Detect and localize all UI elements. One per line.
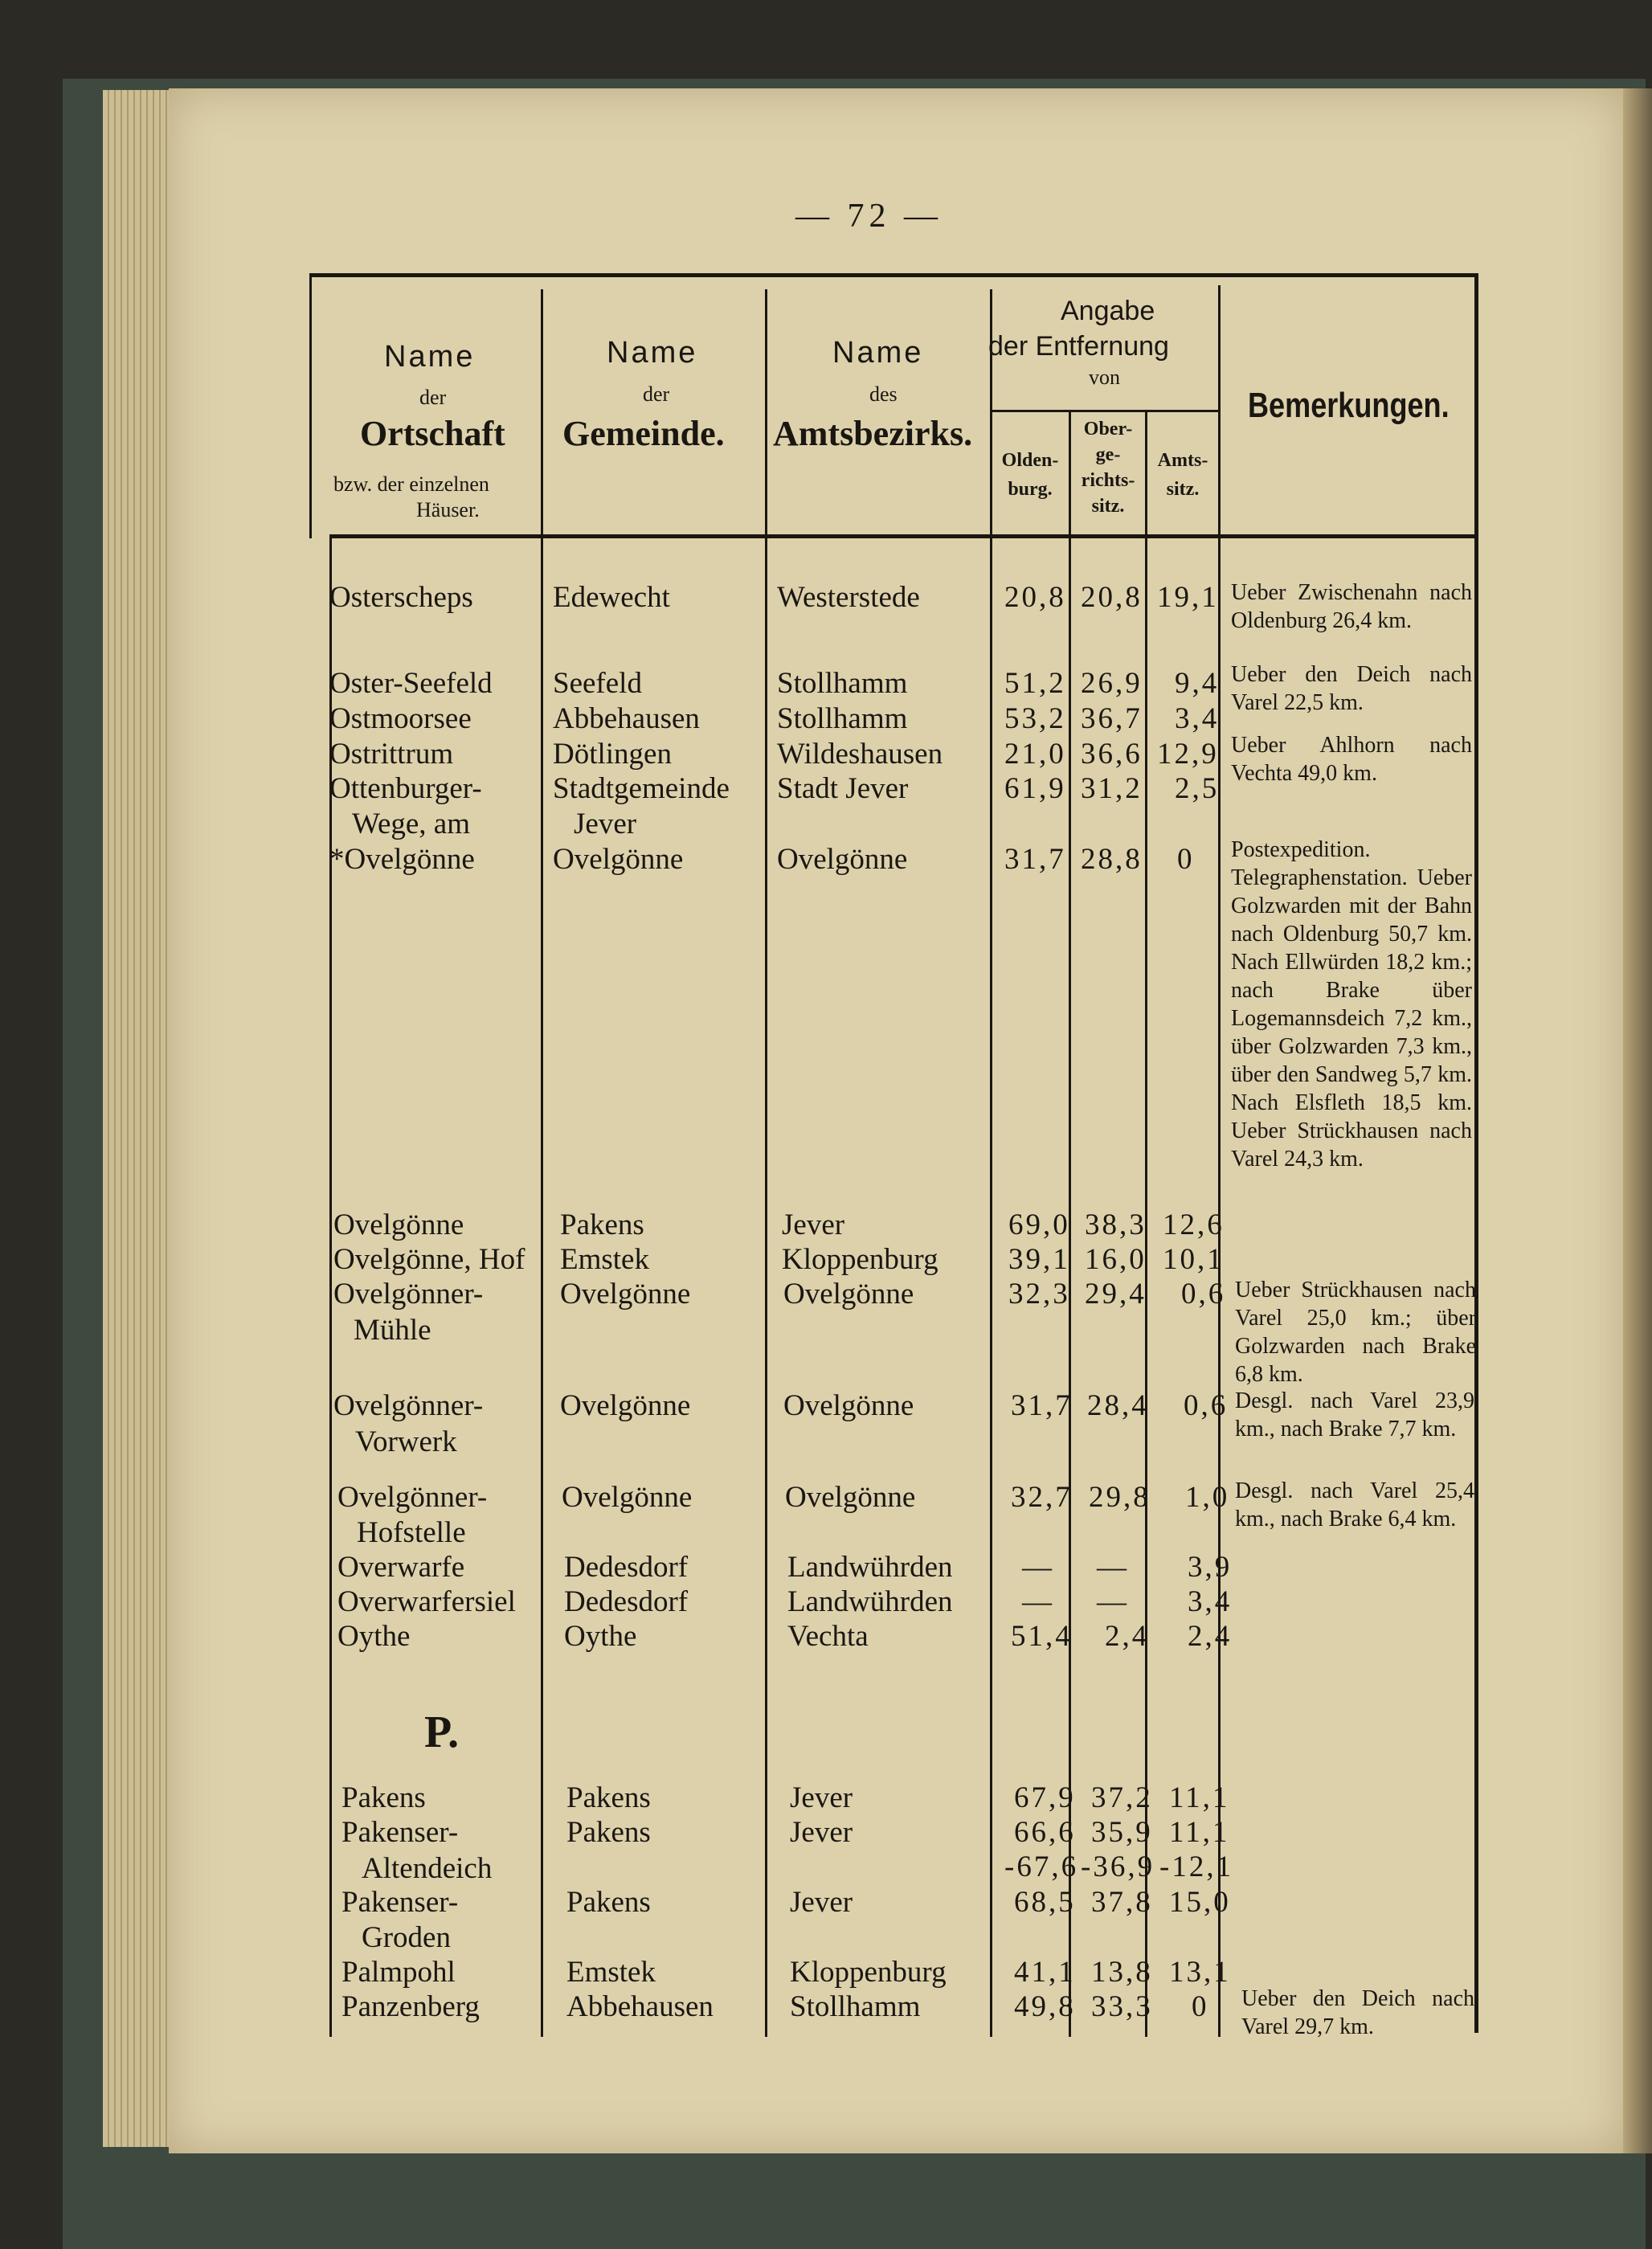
- row-old: 51,4: [1011, 1620, 1073, 1653]
- row-ort: Palmpohl: [341, 1956, 456, 1989]
- row-ort: Oythe: [337, 1620, 411, 1653]
- row-gem: Abbehausen: [566, 1990, 714, 2023]
- row-old: 51,2: [1004, 667, 1066, 700]
- col-rule-2: [765, 289, 767, 2037]
- row-gem: Emstek: [566, 1956, 656, 1989]
- header-entf-der: der Entfernung: [988, 331, 1169, 362]
- row-gem: Abbehausen: [553, 702, 700, 735]
- row-as: 0,6: [1181, 1278, 1226, 1311]
- row-og: 28,4: [1087, 1389, 1149, 1422]
- row-amt: Kloppenburg: [782, 1243, 938, 1276]
- remark-panzenberg: Ueber den Deich nach Varel 29,7 km.: [1241, 1986, 1474, 2039]
- header-amt-name: Name: [832, 336, 924, 370]
- row-as: 2,4: [1188, 1620, 1233, 1653]
- row-old: 39,1: [1008, 1243, 1070, 1276]
- col-rule-6: [1218, 285, 1221, 2037]
- row-gem: Ovelgönne: [553, 843, 684, 876]
- col-rule-3: [990, 289, 992, 2037]
- row-as: 0: [1177, 843, 1195, 876]
- row-amt: Ovelgönne: [777, 843, 908, 876]
- row-gem: Emstek: [560, 1243, 649, 1276]
- row-gem: Dedesdorf: [564, 1551, 689, 1584]
- row-gem-cont: Jever: [574, 808, 637, 840]
- row-ort: Ovelgönne: [333, 1208, 464, 1241]
- row-ort: Ottenburger-: [329, 772, 482, 805]
- sub-oldenburg-l2: burg.: [1008, 479, 1053, 500]
- header-amt-des: des: [869, 382, 898, 406]
- row-amt: Jever: [782, 1208, 845, 1241]
- sub-header-rule: [990, 410, 1218, 412]
- row-og: 28,8: [1081, 843, 1143, 876]
- remark-oster-seefeld: Ueber den Deich nach Varel 22,5 km.: [1231, 662, 1472, 715]
- row-old: 31,7: [1011, 1389, 1073, 1422]
- header-ortschaft-name: Name: [384, 340, 476, 374]
- row-amt: Ovelgönne: [783, 1389, 914, 1422]
- sub-amts-l2: sitz.: [1166, 479, 1200, 500]
- sub-ober-l4: sitz.: [1091, 496, 1125, 517]
- row-gem: Pakens: [566, 1886, 651, 1919]
- header-amt-title: Amtsbezirks.: [773, 414, 973, 453]
- row-ort-cont: Mühle: [354, 1314, 431, 1347]
- row-ort: Ovelgönne, Hof: [333, 1243, 525, 1276]
- row-og: 36,7: [1081, 702, 1143, 735]
- row-amt: Landwührden: [787, 1551, 953, 1584]
- row-old: 31,7: [1004, 843, 1066, 876]
- row-ort: Ovelgönner-: [337, 1481, 488, 1514]
- row-old: 20,8: [1004, 581, 1066, 614]
- row-as: 11,1: [1169, 1816, 1230, 1849]
- page-number: — 72 —: [795, 198, 943, 235]
- row-as: 19,1: [1157, 581, 1219, 614]
- row-old: 67,9: [1014, 1781, 1076, 1814]
- row-og: 35,9: [1091, 1816, 1153, 1849]
- row-as: 13,1: [1169, 1956, 1231, 1989]
- row-old: 32,7: [1011, 1481, 1073, 1514]
- row-ort-cont: Hofstelle: [357, 1516, 466, 1549]
- row-ort: Pakenser-: [341, 1816, 459, 1849]
- header-sub-oldenburg: [993, 446, 1067, 504]
- row-ort: Ostrittrum: [329, 738, 454, 771]
- row-gem: Pakens: [560, 1208, 644, 1241]
- row-amt: Jever: [790, 1816, 853, 1849]
- row-amt: Vechta: [787, 1620, 869, 1653]
- row-ort-cont: Vorwerk: [355, 1425, 457, 1458]
- row-as: 11,1: [1169, 1781, 1230, 1814]
- row-as: 3,9: [1188, 1551, 1233, 1584]
- row-og: 36,6: [1081, 738, 1143, 771]
- row-ort: Pakenser-: [341, 1886, 459, 1919]
- row-og: 13,8: [1091, 1956, 1153, 1989]
- remark-ostrittrum: Ueber Ahlhorn nach Vechta 49,0 km.: [1231, 733, 1472, 786]
- remark-ovelgoenner-muehle: Ueber Strückhausen nach Varel 25,0 km.; über Golzwarden nach Brake 6,8 km.: [1235, 1278, 1476, 1387]
- row-ort: Ovelgönner-: [333, 1389, 484, 1422]
- row-og: 29,8: [1089, 1481, 1151, 1514]
- row-old-alt: -67,6: [1004, 1850, 1079, 1883]
- row-gem: Ovelgönne: [560, 1278, 691, 1311]
- header-gemeinde-title: Gemeinde.: [562, 414, 725, 453]
- row-og: 31,2: [1081, 772, 1143, 805]
- row-amt: Ovelgönne: [785, 1481, 916, 1514]
- header-sub-obergericht: [1071, 416, 1145, 519]
- sub-ober-l1: Ober-: [1083, 419, 1133, 440]
- remark-ovelgoenner-vorwerk: Desgl. nach Varel 23,9 km., nach Brake 7,7 km.: [1235, 1388, 1474, 1441]
- row-gem: Pakens: [566, 1781, 651, 1814]
- row-gem: Seefeld: [553, 667, 642, 700]
- row-amt: Landwührden: [787, 1585, 953, 1618]
- remark-ovelgoenne: Postexpedition. Telegraphenstation. Ueber Golzwarden mit der Bahn nach Oldenburg 50,7 km. Nach Ellwürden 18,2 km.; nach Brake über Logemannsdeich 7,2 km., über Golzwarden 7,3 km., über den Sandweg 5,7 km. Nach Elsfleth 18,5 km. Ueber Strückhausen nach Varel 24,3 km.: [1231, 837, 1472, 1172]
- row-amt: Jever: [790, 1781, 853, 1814]
- header-bottom-rule: [329, 534, 1474, 538]
- row-ort-cont: Altendeich: [362, 1852, 493, 1885]
- row-ort-cont: Groden: [362, 1921, 451, 1954]
- row-og: 37,2: [1091, 1781, 1153, 1814]
- book-gutter: [1623, 88, 1652, 2153]
- row-gem: Ovelgönne: [562, 1481, 693, 1514]
- row-as: 3,4: [1188, 1585, 1233, 1618]
- row-old: 21,0: [1004, 738, 1066, 771]
- row-as: 12,6: [1163, 1208, 1225, 1241]
- row-gem: Dötlingen: [553, 738, 672, 771]
- row-ort: Osterscheps: [329, 581, 473, 614]
- row-amt: Stollhamm: [777, 702, 908, 735]
- row-old: 61,9: [1004, 772, 1066, 805]
- row-old: 69,0: [1008, 1208, 1070, 1241]
- row-old: 66,6: [1014, 1816, 1076, 1849]
- row-amt: Westerstede: [777, 581, 920, 614]
- row-ort: Ostmoorsee: [329, 702, 472, 735]
- row-as: 0: [1192, 1990, 1209, 2023]
- sub-ober-l3: richts-: [1081, 470, 1135, 491]
- row-ort: Ovelgönner-: [333, 1278, 484, 1311]
- row-amt: Jever: [790, 1886, 853, 1919]
- row-gem: Dedesdorf: [564, 1585, 689, 1618]
- row-og: 38,3: [1085, 1208, 1147, 1241]
- row-old: 49,8: [1014, 1990, 1076, 2023]
- header-ortschaft-der: der: [419, 386, 447, 409]
- row-as: 12,9: [1157, 738, 1219, 771]
- row-as: 2,5: [1175, 772, 1220, 805]
- header-ortschaft-sub2: Häuser.: [416, 498, 480, 521]
- section-letter: P.: [424, 1707, 460, 1757]
- row-ort: Oster-Seefeld: [329, 667, 493, 700]
- header-entf-von: von: [1089, 366, 1120, 389]
- row-old: 41,1: [1014, 1956, 1076, 1989]
- row-as: 0,6: [1184, 1389, 1229, 1422]
- header-bemerkungen: Bemerkungen.: [1248, 386, 1450, 425]
- row-ort: Overwarfersiel: [337, 1585, 516, 1618]
- row-old: 68,5: [1014, 1886, 1076, 1919]
- row-gem: Stadtgemeinde: [553, 772, 730, 805]
- row-og: —: [1097, 1551, 1129, 1584]
- header-ortschaft-sub: bzw. der einzelnen: [333, 472, 489, 496]
- row-as: 1,0: [1185, 1481, 1230, 1514]
- header-gemeinde-name: Name: [607, 336, 698, 370]
- row-as: 15,0: [1169, 1886, 1231, 1919]
- table-top-rule: [309, 273, 1478, 277]
- row-og: 33,3: [1091, 1990, 1153, 2023]
- table-right-rule: [1474, 273, 1478, 2033]
- row-gem: Edewecht: [553, 581, 670, 614]
- row-old: 32,3: [1008, 1278, 1070, 1311]
- row-og: 2,4: [1105, 1620, 1150, 1653]
- header-gemeinde-der: der: [643, 382, 670, 406]
- table-left-rule: [309, 273, 312, 538]
- remark-osterscheps: Ueber Zwischenahn nach Oldenburg 26,4 km.: [1231, 580, 1472, 633]
- row-gem: Oythe: [564, 1620, 637, 1653]
- header-entf-angabe: Angabe: [1061, 296, 1155, 326]
- row-og: 29,4: [1085, 1278, 1147, 1311]
- header-ortschaft-title: Ortschaft: [360, 414, 505, 453]
- sub-oldenburg-l1: Olden-: [1001, 450, 1059, 471]
- row-old: —: [1022, 1551, 1054, 1584]
- row-ort: Overwarfe: [337, 1551, 465, 1584]
- row-as-alt: -12,1: [1159, 1850, 1234, 1883]
- row-amt: Kloppenburg: [790, 1956, 947, 1989]
- row-og: 16,0: [1085, 1243, 1147, 1276]
- header-sub-amtssitz: [1147, 446, 1218, 504]
- row-amt: Stollhamm: [790, 1990, 921, 2023]
- row-amt: Ovelgönne: [783, 1278, 914, 1311]
- row-og: 20,8: [1081, 581, 1143, 614]
- remark-ovelgoenner-hofstelle: Desgl. nach Varel 25,4 km., nach Brake 6,4 km.: [1235, 1478, 1474, 1531]
- row-og-alt: -36,9: [1081, 1850, 1155, 1883]
- row-og: —: [1097, 1585, 1129, 1618]
- row-amt: Stollhamm: [777, 667, 908, 700]
- row-amt: Stadt Jever: [777, 772, 909, 805]
- row-og: 26,9: [1081, 667, 1143, 700]
- row-gem: Ovelgönne: [560, 1389, 691, 1422]
- row-amt: Wildeshausen: [777, 738, 943, 771]
- row-gem: Pakens: [566, 1816, 651, 1849]
- row-as: 3,4: [1175, 702, 1220, 735]
- sub-ober-l2: ge-: [1095, 444, 1121, 465]
- row-old: —: [1022, 1585, 1054, 1618]
- row-ort: Panzenberg: [341, 1990, 480, 2023]
- row-og: 37,8: [1091, 1886, 1153, 1919]
- row-as: 10,1: [1163, 1243, 1225, 1276]
- col-rule-1: [541, 289, 543, 2037]
- sub-amts-l1: Amts-: [1157, 450, 1208, 471]
- row-as: 9,4: [1175, 667, 1220, 700]
- row-ort-cont: Wege, am: [352, 808, 471, 840]
- row-old: 53,2: [1004, 702, 1066, 735]
- row-ort: *Ovelgönne: [329, 843, 475, 876]
- row-ort: Pakens: [341, 1781, 426, 1814]
